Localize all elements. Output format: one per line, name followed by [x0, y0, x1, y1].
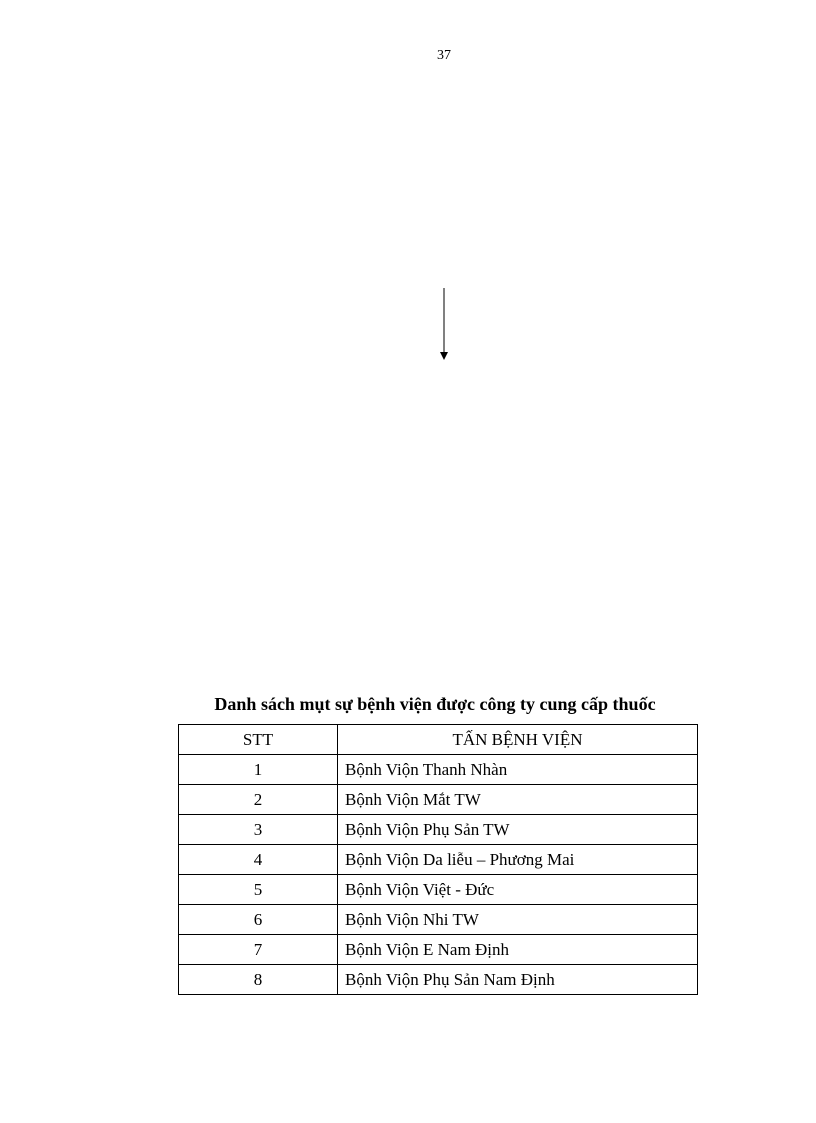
row-stt: 5 [179, 875, 338, 905]
row-stt: 2 [179, 785, 338, 815]
row-hospital-name: Bộnh Viộn Phụ Sản Nam Định [338, 965, 698, 995]
header-stt: STT [179, 725, 338, 755]
row-stt: 4 [179, 845, 338, 875]
table-row [179, 935, 698, 965]
row-stt: 8 [179, 965, 338, 995]
row-hospital-name: Bộnh Viộn Nhi TW [338, 905, 698, 935]
table-title: Danh sách mụt sự bệnh viện được công ty cung cấp thuốc [214, 694, 656, 714]
hospital-table [178, 724, 698, 995]
table-row [179, 755, 698, 785]
row-hospital-name: Bộnh Viộn Việt - Đức [338, 875, 698, 905]
table-header-row [179, 725, 698, 755]
row-hospital-name: Bộnh Viộn Mắt TW [338, 785, 698, 815]
row-stt: 7 [179, 935, 338, 965]
table-row [179, 815, 698, 845]
down-arrow-icon [436, 288, 452, 362]
table-row [179, 965, 698, 995]
row-stt: 1 [179, 755, 338, 785]
row-stt: 3 [179, 815, 338, 845]
table-row [179, 845, 698, 875]
table-row [179, 785, 698, 815]
row-hospital-name: Bộnh Viộn E Nam Định [338, 935, 698, 965]
row-hospital-name: Bộnh Viộn Da liễu – Phương Mai [338, 845, 698, 875]
row-hospital-name: Bộnh Viộn Phụ Sản TW [338, 815, 698, 845]
header-hospital-name: TẤN BỆNH VIỆN [338, 725, 698, 755]
table-row [179, 905, 698, 935]
row-stt: 6 [179, 905, 338, 935]
page-number: 37 [437, 48, 451, 63]
row-hospital-name: Bộnh Viộn Thanh Nhàn [338, 755, 698, 785]
table-row [179, 875, 698, 905]
